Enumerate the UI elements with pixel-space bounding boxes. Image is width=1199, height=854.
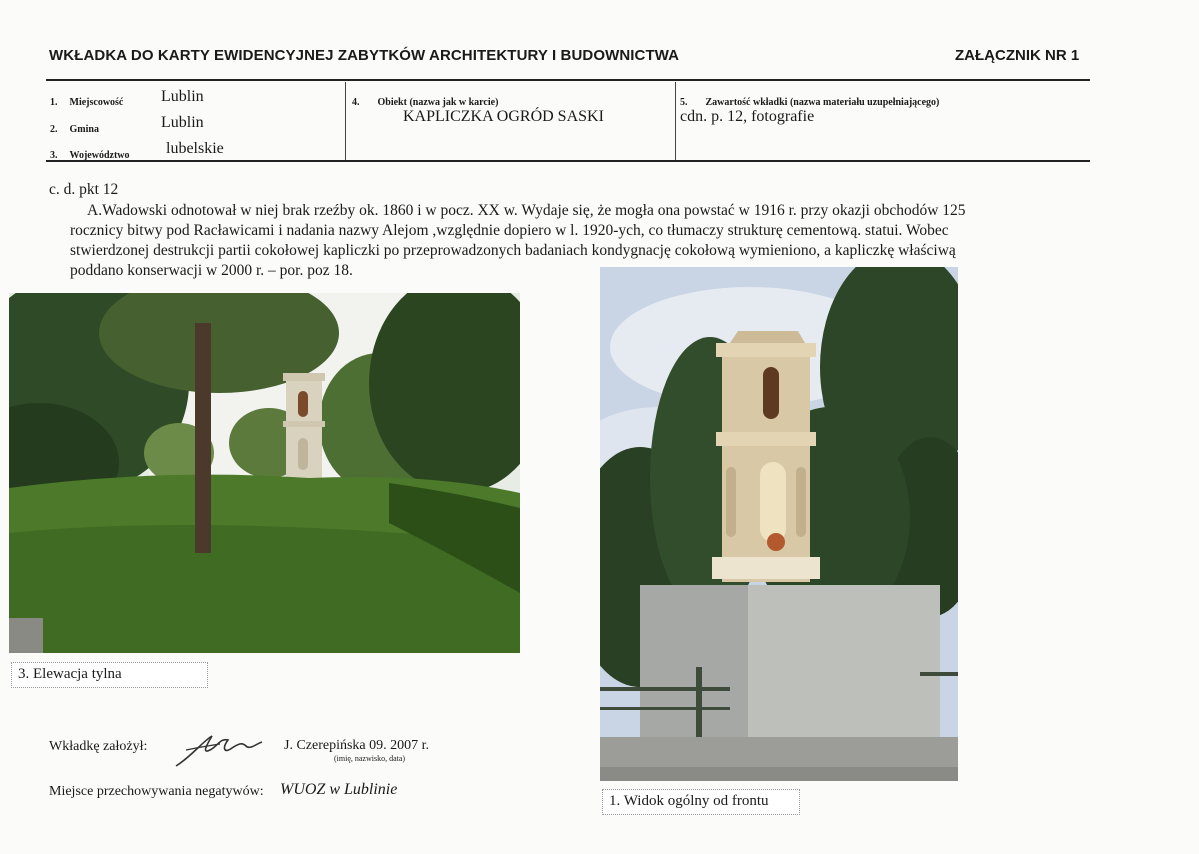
- field-number: 2.: [50, 124, 58, 135]
- body-line-4: poddano konserwacji w 2000 r. – por. poz 18.: [70, 262, 353, 279]
- field-number: 1.: [50, 97, 58, 108]
- field-label: Gmina: [69, 124, 99, 135]
- body-line-3: stwierdzonej destrukcji partii cokołowej kapliczki po przeprowadzonych badaniach kondygnację cokołową wymieniono, a kapliczkę właściwą: [70, 242, 956, 259]
- column-divider-1: [345, 82, 346, 160]
- column-divider-2: [675, 82, 676, 160]
- field-commune: [50, 119, 99, 137]
- body-line-1: A.Wadowski odnotował w niej brak rzeźby ok. 1860 i w pocz. XX w. Wydaje się, że mogła ona powstać w 1916 r. przy okazji obchodów 125: [87, 202, 966, 219]
- field-voivodeship: [50, 145, 130, 163]
- annex-number: ZAŁĄCZNIK NR 1: [955, 47, 1080, 64]
- field-contents-value: cdn. p. 12, fotografie: [680, 108, 815, 125]
- photo-rear-elevation: [9, 293, 520, 653]
- field-label: Obiekt (nazwa jak w karcie): [377, 97, 499, 108]
- field-number: 3.: [50, 150, 58, 161]
- photo-front-view: [600, 267, 958, 781]
- photo-front-view-image: [600, 267, 958, 781]
- created-by-hint: (imię, nazwisko, data): [334, 754, 406, 763]
- photo-caption-rear: 3. Elewacja tylna: [11, 662, 208, 688]
- storage-value: WUOZ w Lublinie: [280, 781, 398, 798]
- page-title: WKŁADKA DO KARTY EWIDENCYJNEJ ZABYTKÓW ARCHITEKTURY I BUDOWNICTWA: [49, 47, 680, 64]
- storage-label: Miejsce przechowywania negatywów:: [49, 784, 264, 799]
- field-voivodeship-value: lubelskie: [166, 140, 224, 157]
- signature-icon: [172, 728, 268, 770]
- photo-caption-front: 1. Widok ogólny od frontu: [602, 789, 800, 815]
- created-by-label: Wkładkę założył:: [49, 739, 148, 754]
- top-rule: [46, 79, 1090, 81]
- field-label: Zawartość wkładki (nazwa materiału uzupełniającego): [705, 97, 940, 108]
- field-commune-value: Lublin: [161, 114, 204, 131]
- field-label: Miejscowość: [69, 97, 124, 108]
- field-object-value: KAPLICZKA OGRÓD SASKI: [403, 108, 604, 125]
- field-locality: [50, 92, 123, 110]
- created-by-name: J. Czerepińska 09. 2007 r.: [284, 738, 430, 753]
- continuation-label: c. d. pkt 12: [49, 181, 119, 198]
- field-label: Województwo: [69, 150, 130, 161]
- photo-rear-elevation-image: [9, 293, 520, 653]
- bottom-rule: [46, 160, 1090, 162]
- field-number: 5.: [680, 97, 688, 108]
- field-locality-value: Lublin: [161, 88, 204, 105]
- body-line-2: rocznicy bitwy pod Racławicami i nadania nazwy Alejom ,względnie dopiero w l. 1920-ych, co tłumaczy strukturę cementową. statui. Wobec: [70, 222, 949, 239]
- field-number: 4.: [352, 97, 360, 108]
